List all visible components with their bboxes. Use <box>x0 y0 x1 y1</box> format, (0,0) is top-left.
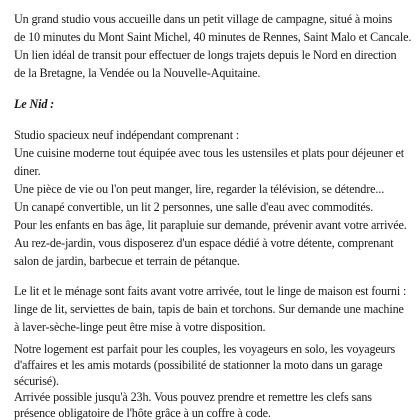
guests-line-5: présence obligatoire de l'hôte grâce à un coffre à code. <box>14 406 271 420</box>
guests-line-2: d'affaires et les amis motards (possibilité de stationner la moto dans un garage <box>14 358 383 372</box>
description-line-1: Studio spacieux neuf indépendant comprenant : <box>14 128 240 142</box>
description-line-6: Pour les enfants en bas âge, lit parapluie sur demande, prévenir avant votre arrivée. <box>14 218 407 232</box>
description-line-3: diner. <box>14 164 41 178</box>
linens-line-3: à laver-sèche-linge peut être mise à votre disposition. <box>14 320 266 334</box>
guests-line-1: Notre logement est parfait pour les couples, les voyageurs en solo, les voyageurs <box>14 342 396 356</box>
guests-line-3: sécurisé). <box>14 374 59 388</box>
description-line-5: Un canapé convertible, un lit 2 personnes, une salle d'eau avec commodités. <box>14 200 374 214</box>
intro-line-3: Un lien idéal de transit pour effectuer de longs trajets depuis le Nord en direction <box>14 48 397 62</box>
description-line-2: Une cuisine moderne tout équipée avec tous les ustensiles et plats pour déjeuner et <box>14 146 404 160</box>
linens-line-2: linge de lit, serviettes de bain, tapis de bain et torchons. Sur demande une machine <box>14 302 404 316</box>
description-line-7: Au rez-de-jardin, vous disposerez d'un espace dédié à votre détente, comprenant <box>14 236 394 250</box>
intro-line-2: de 10 minutes du Mont Saint Michel, 40 minutes de Rennes, Saint Malo et Cancale. <box>14 30 412 44</box>
intro-line-1: Un grand studio vous accueille dans un petit village de campagne, situé à moins <box>14 12 393 26</box>
intro-line-4: de la Bretagne, la Vendée ou la Nouvelle-Aquitaine. <box>14 66 261 80</box>
linens-line-1: Le lit et le ménage sont faits avant votre arrivée, tout le linge de maison est fourni : <box>14 284 407 298</box>
section-heading: Le Nid : <box>14 97 55 111</box>
guests-line-4: Arrivée possible jusqu'à 23h. Vous pouvez prendre et remettre les clefs sans <box>14 390 372 404</box>
description-line-8: salon de jardin, barbecue et terrain de pétanque. <box>14 254 240 268</box>
description-line-4: Une pièce de vie ou l'on peut manger, lire, regarder la télévision, se détendre... <box>14 182 385 196</box>
